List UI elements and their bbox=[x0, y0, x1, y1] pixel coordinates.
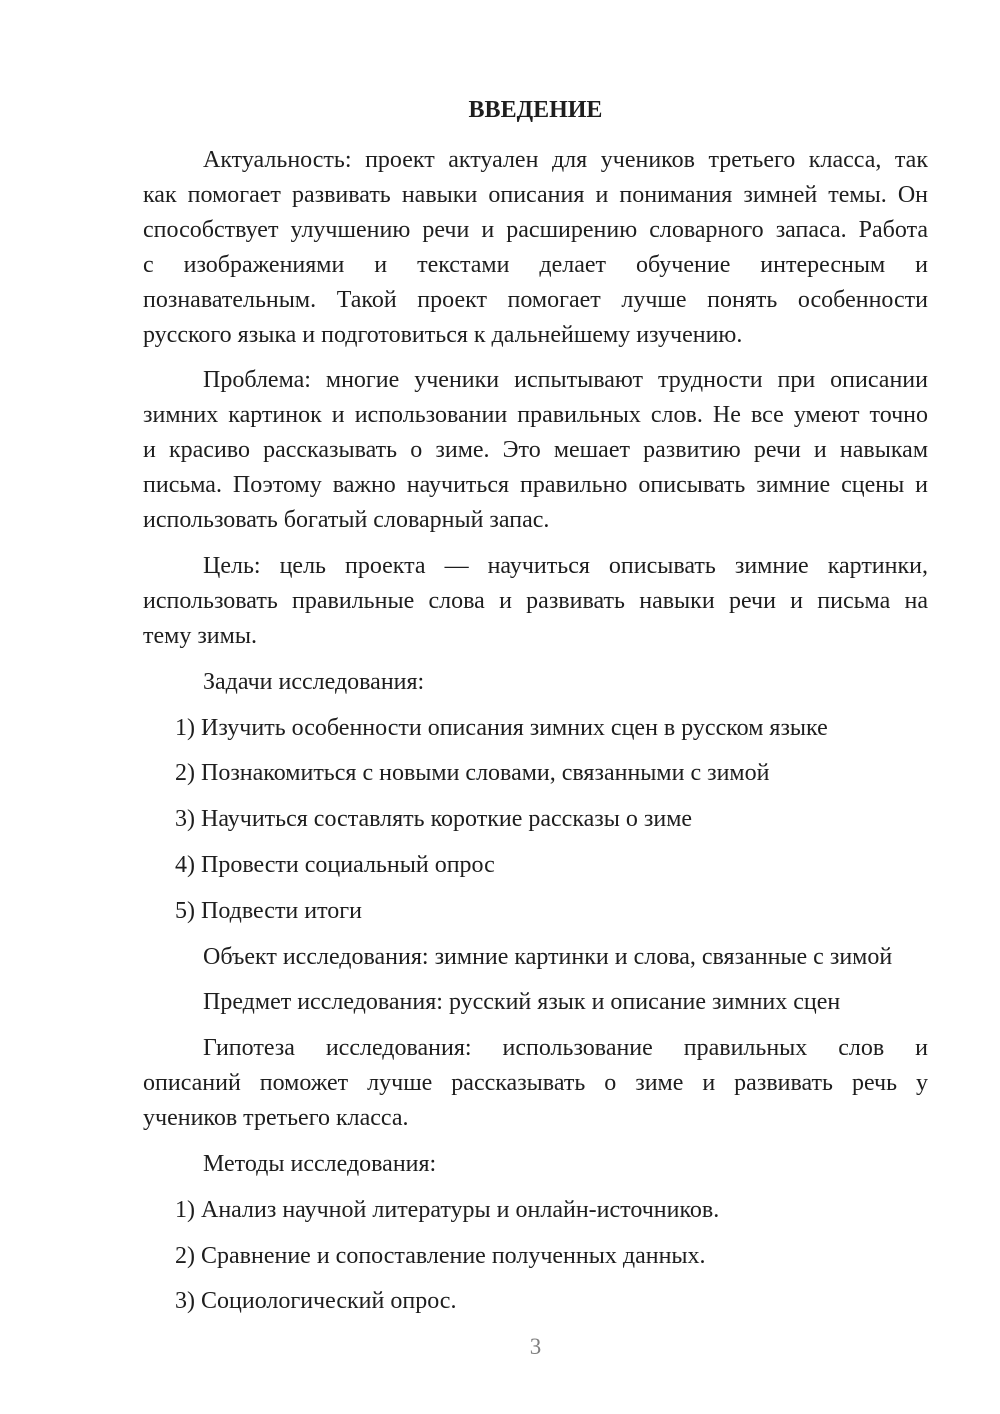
task-item: 1) Изучить особенности описания зимних сцен в русском языке bbox=[175, 714, 828, 741]
methods-heading: Методы исследования: bbox=[203, 1151, 437, 1178]
relevance-line: русского языка и подготовиться к дальнейшему изучению. bbox=[143, 321, 743, 348]
method-item: 2) Сравнение и сопоставление полученных данных. bbox=[175, 1242, 706, 1269]
problem-paragraph bbox=[143, 363, 928, 538]
problem-line: и красиво рассказывать о зиме. Это мешает развитию речи и навыкам bbox=[143, 437, 928, 464]
tasks-list bbox=[143, 711, 928, 929]
problem-line: Проблема: многие ученики испытывают трудности при описании bbox=[203, 367, 928, 394]
hypothesis-line: описаний поможет лучше рассказывать о зиме и развивать речь у bbox=[143, 1070, 928, 1097]
subject-paragraph bbox=[143, 985, 928, 1020]
method-item: 1) Анализ научной литературы и онлайн-источников. bbox=[175, 1196, 720, 1223]
goal-line: Цель: цель проекта — научиться описывать зимние картинки, bbox=[203, 553, 928, 580]
goal-paragraph bbox=[143, 549, 928, 654]
relevance-line: Актуальность: проект актуален для учеников третьего класса, так bbox=[203, 146, 928, 173]
tasks-heading: Задачи исследования: bbox=[203, 668, 425, 695]
page-title: ВВЕДЕНИЕ bbox=[468, 96, 603, 123]
task-item: 2) Познакомиться с новыми словами, связанными с зимой bbox=[175, 760, 770, 787]
subject-line: Предмет исследования: русский язык и описание зимних сцен bbox=[203, 989, 841, 1016]
hypothesis-paragraph bbox=[143, 1031, 928, 1136]
task-item: 4) Провести социальный опрос bbox=[175, 852, 495, 879]
relevance-line: способствует улучшению речи и расширению словарного запаса. Работа bbox=[143, 216, 928, 243]
relevance-line: познавательным. Такой проект помогает лучше понять особенности bbox=[143, 286, 928, 313]
relevance-paragraph bbox=[143, 143, 928, 353]
goal-line: тему зимы. bbox=[143, 623, 257, 650]
problem-line: использовать богатый словарный запас. bbox=[143, 507, 550, 534]
task-item: 3) Научиться составлять короткие рассказы о зиме bbox=[175, 806, 693, 833]
methods-heading-paragraph bbox=[143, 1147, 928, 1182]
method-item: 3) Социологический опрос. bbox=[175, 1288, 457, 1315]
object-line: Объект исследования: зимние картинки и слова, связанные с зимой bbox=[203, 943, 893, 970]
page-number: 3 bbox=[529, 1333, 542, 1359]
methods-list bbox=[143, 1193, 928, 1320]
goal-line: использовать правильные слова и развивать навыки речи и письма на bbox=[143, 588, 928, 615]
hypothesis-line: Гипотеза исследования: использование правильных слов и bbox=[203, 1035, 928, 1062]
task-item: 5) Подвести итоги bbox=[175, 897, 362, 924]
relevance-line: с изображениями и текстами делает обучение интересным и bbox=[143, 251, 928, 278]
problem-line: письма. Поэтому важно научиться правильно описывать зимние сцены и bbox=[143, 472, 928, 499]
introduction-section bbox=[143, 93, 928, 1331]
relevance-line: как помогает развивать навыки описания и понимания зимней темы. Он bbox=[143, 181, 928, 208]
hypothesis-line: учеников третьего класса. bbox=[143, 1105, 409, 1132]
problem-line: зимних картинок и использовании правильных слов. Не все умеют точно bbox=[143, 402, 928, 429]
tasks-heading-paragraph bbox=[143, 665, 928, 700]
object-paragraph bbox=[143, 940, 928, 975]
